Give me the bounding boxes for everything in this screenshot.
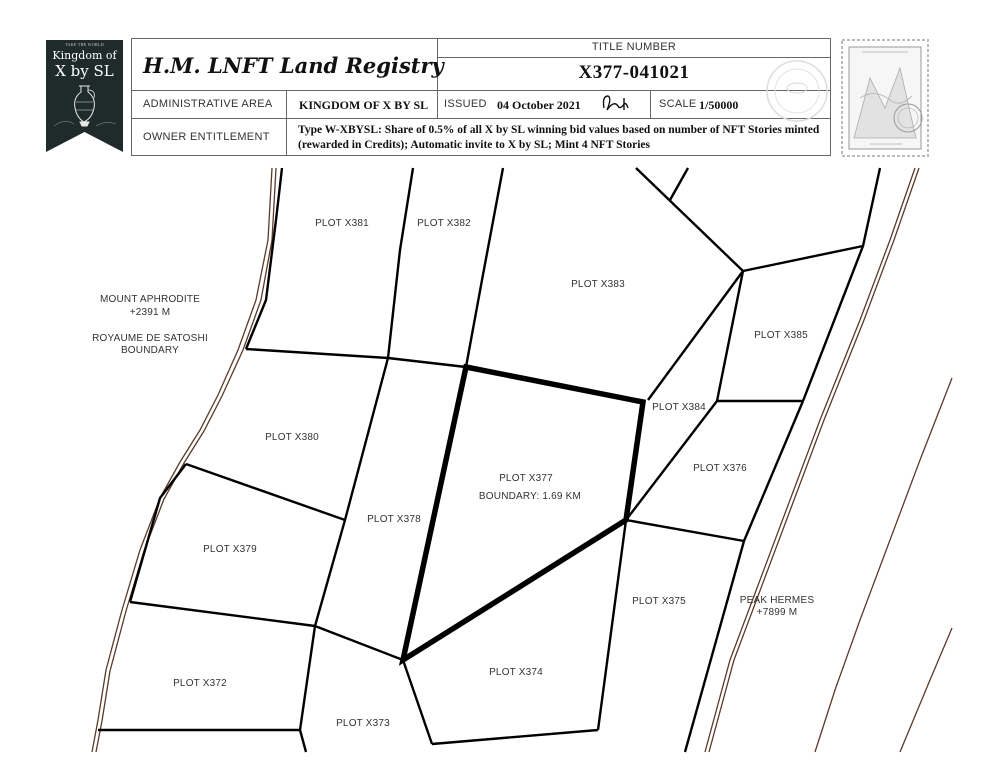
mount-aphrodite-elevation: +2391 M	[129, 307, 171, 318]
plot-x377-highlight	[403, 367, 643, 660]
issued-label: ISSUED	[444, 98, 487, 110]
registry-title: H.M. LNFT Land Registry	[143, 53, 444, 78]
terrain-boundaries	[92, 168, 952, 752]
plot-x384-label: PLOT X384	[652, 402, 706, 413]
land-map	[0, 165, 1000, 784]
plot-x377-label: PLOT X377	[499, 473, 553, 484]
scale-value: 1/50000	[699, 98, 739, 112]
satoshi-boundary-line-2: BOUNDARY	[120, 345, 180, 356]
plot-x380-label: PLOT X380	[265, 432, 319, 443]
plot-x379-label: PLOT X379	[203, 544, 257, 555]
divider	[650, 90, 651, 118]
peak-hermes-name: PEAK HERMES	[739, 595, 815, 606]
plot-x375-label: PLOT X375	[632, 596, 686, 607]
divider	[286, 90, 287, 156]
plot-x373-label: PLOT X373	[336, 718, 390, 729]
title-number: X377-041021	[578, 62, 690, 83]
admin-area-label: ADMINISTRATIVE AREA	[143, 98, 273, 110]
plot-x382-label: PLOT X382	[417, 218, 471, 229]
divider	[437, 90, 438, 118]
plot-x372-label: PLOT X372	[173, 678, 227, 689]
divider	[131, 90, 831, 91]
issued-date: 04 October 2021	[497, 98, 581, 112]
mount-aphrodite-name: MOUNT APHRODITE	[99, 294, 201, 305]
kingdom-logo-ribbon	[46, 40, 123, 152]
satoshi-boundary-line-1: ROYAUME DE SATOSHI	[92, 333, 208, 344]
postage-stamp	[840, 38, 930, 158]
faded-seal-stamp	[764, 58, 830, 124]
title-number-label: TITLE NUMBER	[591, 41, 677, 53]
plot-x383-label: PLOT X383	[571, 279, 625, 290]
admin-area-value: KINGDOM OF X BY SL	[299, 98, 429, 112]
peak-hermes-elevation: +7899 M	[756, 607, 798, 618]
owner-entitlement-label: OWNER ENTITLEMENT	[143, 131, 270, 143]
plot-x385-label: PLOT X385	[754, 330, 808, 341]
logo-tagline: TAKE THE WORLD	[65, 42, 104, 47]
signature	[598, 92, 634, 116]
logo-line-2: X by SL	[55, 62, 114, 80]
logo-line-1: Kingdom of	[52, 49, 117, 62]
plot-x378-label: PLOT X378	[367, 514, 421, 525]
scale-label: SCALE	[659, 98, 697, 110]
plot-boundaries	[98, 168, 880, 752]
plot-x376-label: PLOT X376	[693, 463, 747, 474]
owner-entitlement-text: Type W-XBYSL: Share of 0.5% of all X by SL winning bid values based on number of NFT Stories minted (rewarded in Credits); Automatic invite to X by SL; Mint 4 NFT Stories	[298, 124, 820, 151]
plot-x374-label: PLOT X374	[489, 667, 543, 678]
plot-x377-boundary: BOUNDARY: 1.69 KM	[478, 491, 582, 502]
divider	[131, 118, 831, 119]
plot-x381-label: PLOT X381	[315, 218, 369, 229]
